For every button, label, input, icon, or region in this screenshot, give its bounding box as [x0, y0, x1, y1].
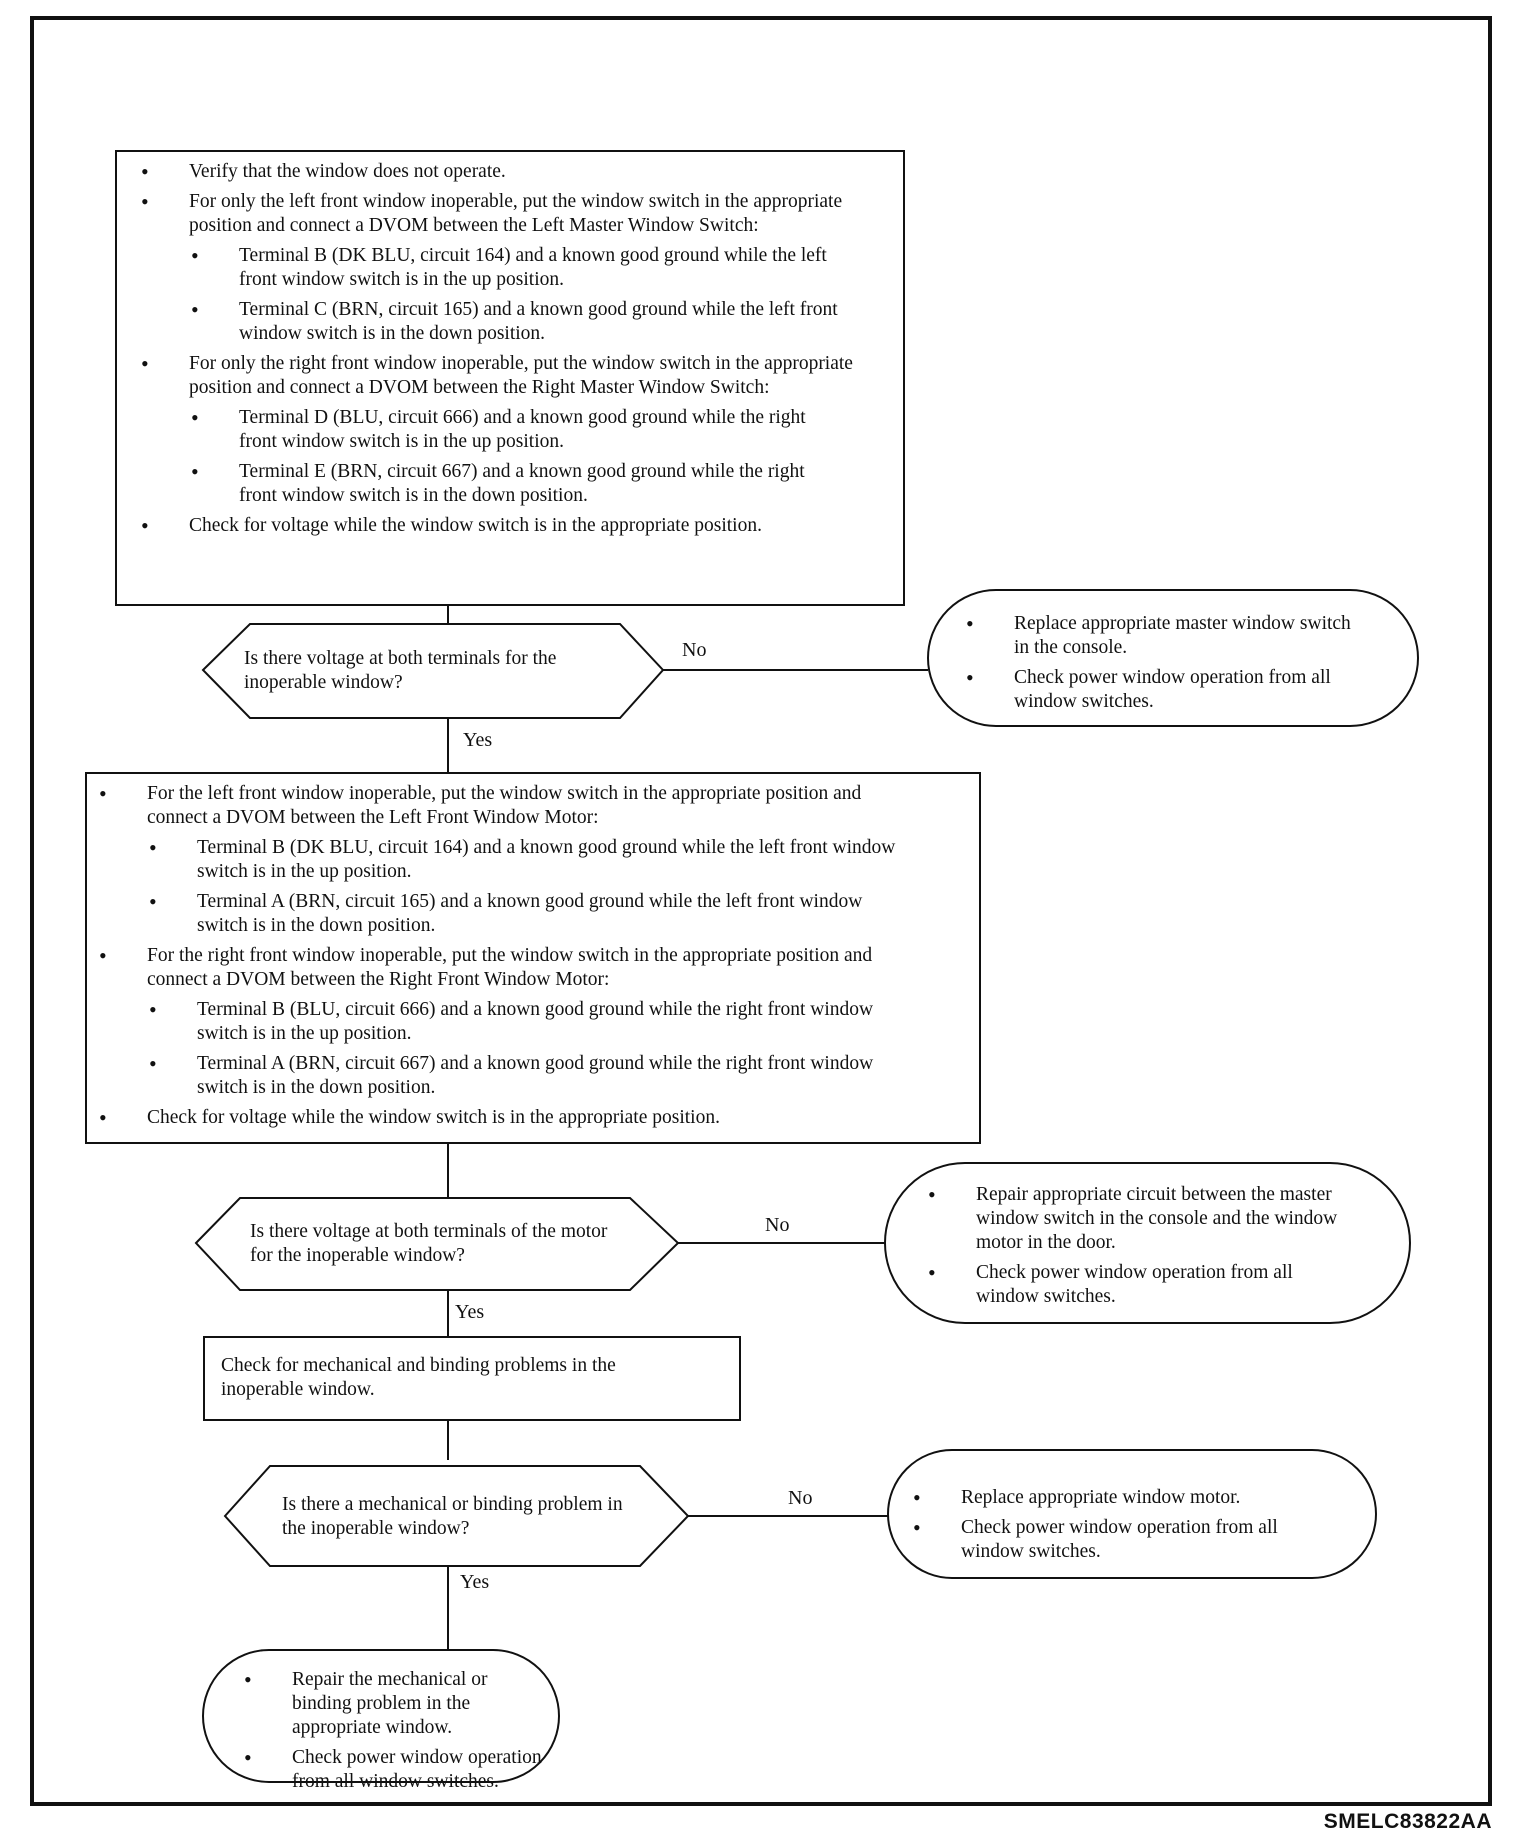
result4-item: • Repair the mechanical or binding problem in the appropriate window.: [206, 1668, 546, 1740]
figure-id: SMELC83822AA: [1323, 1810, 1492, 1833]
result1-content: [928, 612, 1358, 720]
decision2-yes-label: Yes: [455, 1301, 485, 1323]
step2-subitem: • Terminal A (BRN, circuit 165) and a known good ground while the left front window switch is in the down position.: [75, 890, 975, 938]
step2-item: • For the left front window inoperable, put the window switch in the appropriate position and connect a DVOM between the Left Front Window Motor:: [75, 782, 975, 830]
decision2-question: Is there voltage at both terminals of the motor for the inoperable window?: [250, 1221, 608, 1266]
decision3-no-label: No: [788, 1487, 813, 1509]
step1-item: • For only the right front window inoperable, put the window switch in the appropriate position and connect a DVOM between the Right Master Window Switch:: [117, 352, 897, 400]
result4-content: [206, 1668, 546, 1800]
result2-content: [890, 1183, 1360, 1315]
decision1-question: Is there voltage at both terminals for the inoperable window?: [244, 648, 557, 693]
decision2-no-label: No: [765, 1214, 790, 1236]
result3-content: [875, 1486, 1335, 1570]
step1-item: • Verify that the window does not operate.: [117, 160, 897, 184]
result1-item: • Replace appropriate master window switch in the console.: [928, 612, 1358, 660]
step2-box: [85, 772, 981, 1144]
step1-list: [117, 160, 897, 538]
step3-box: [203, 1336, 741, 1421]
result2-item: • Repair appropriate circuit between the master window switch in the console and the window motor in the door.: [890, 1183, 1360, 1255]
result4-item: • Check power window operation from all window switches.: [206, 1746, 546, 1794]
decision3-question: Is there a mechanical or binding problem in the inoperable window?: [282, 1494, 623, 1539]
step2-item: • For the right front window inoperable, put the window switch in the appropriate position and connect a DVOM between the Right Front Window Motor:: [75, 944, 975, 992]
result2-item: • Check power window operation from all window switches.: [890, 1261, 1360, 1309]
step2-subitem: • Terminal B (BLU, circuit 666) and a known good ground while the right front window switch is in the up position.: [75, 998, 975, 1046]
step1-item: • Check for voltage while the window switch is in the appropriate position.: [117, 514, 897, 538]
step1-subitem: • Terminal E (BRN, circuit 667) and a known good ground while the right front window switch is in the down position.: [117, 460, 897, 508]
step2-subitem: • Terminal B (DK BLU, circuit 164) and a known good ground while the left front window switch is in the up position.: [75, 836, 975, 884]
result1-item: • Check power window operation from all window switches.: [928, 666, 1358, 714]
step1-subitem: • Terminal C (BRN, circuit 165) and a known good ground while the left front window switch is in the down position.: [117, 298, 897, 346]
step2-list: [75, 782, 975, 1130]
step1-item: • For only the left front window inoperable, put the window switch in the appropriate position and connect a DVOM between the Left Master Window Switch:: [117, 190, 897, 238]
step1-subitem: • Terminal D (BLU, circuit 666) and a known good ground while the right front window switch is in the up position.: [117, 406, 897, 454]
decision3-yes-label: Yes: [460, 1571, 490, 1593]
step3-text: Check for mechanical and binding problems in the inoperable window.: [221, 1355, 616, 1400]
step1-subitem: • Terminal B (DK BLU, circuit 164) and a known good ground while the left front window switch is in the up position.: [117, 244, 897, 292]
result3-item: • Replace appropriate window motor.: [875, 1486, 1335, 1510]
decision1-no-label: No: [682, 639, 707, 661]
step2-item: • Check for voltage while the window switch is in the appropriate position.: [75, 1106, 975, 1130]
decision1-yes-label: Yes: [463, 729, 493, 751]
step1-box: [115, 150, 905, 606]
result3-item: • Check power window operation from all window switches.: [875, 1516, 1335, 1564]
step2-subitem: • Terminal A (BRN, circuit 667) and a known good ground while the right front window switch is in the down position.: [75, 1052, 975, 1100]
